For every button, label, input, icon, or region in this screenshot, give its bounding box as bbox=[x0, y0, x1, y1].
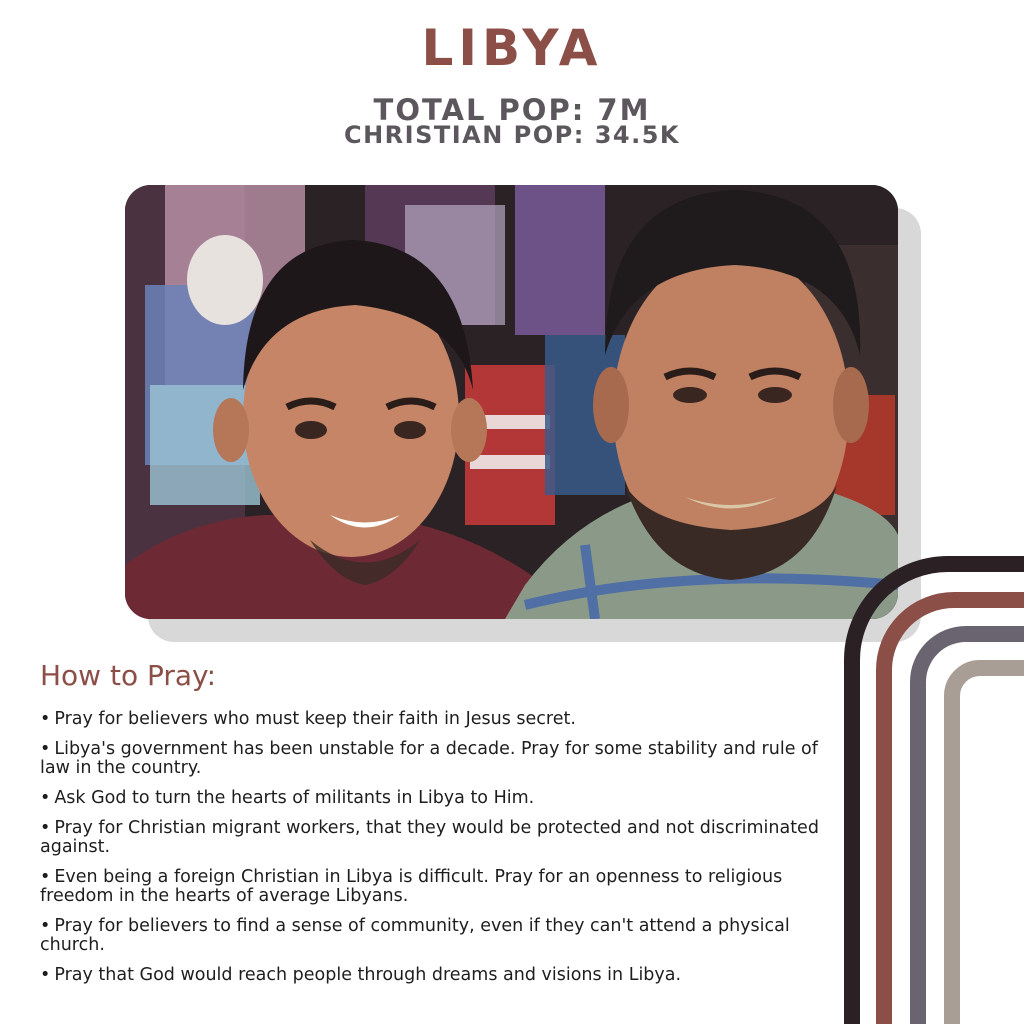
christian-population-stat: CHRISTIAN POP: 34.5K bbox=[343, 121, 681, 149]
two-men-photo bbox=[125, 185, 898, 619]
arc-slate bbox=[918, 634, 1024, 1024]
prayer-text: Pray for believers who must keep their faith in Jesus secret. bbox=[54, 709, 576, 729]
prayer-list bbox=[40, 710, 830, 996]
bullet-icon: • bbox=[40, 739, 51, 759]
prayer-item bbox=[40, 917, 830, 955]
country-title: LIBYA bbox=[421, 19, 603, 77]
prayer-item bbox=[40, 710, 830, 729]
total-population-stat: TOTAL POP: 7M bbox=[373, 93, 651, 127]
how-to-pray-heading: How to Pray: bbox=[40, 659, 217, 692]
bullet-icon: • bbox=[40, 916, 51, 936]
prayer-text: Pray for Christian migrant workers, that they would be protected and not discriminated against. bbox=[40, 818, 819, 857]
decorative-arcs bbox=[830, 550, 1024, 1024]
prayer-item bbox=[40, 868, 830, 906]
prayer-text: Ask God to turn the hearts of militants in Libya to Him. bbox=[54, 788, 535, 808]
prayer-item bbox=[40, 740, 830, 778]
prayer-item bbox=[40, 789, 830, 808]
prayer-item bbox=[40, 819, 830, 857]
prayer-text: Pray for believers to find a sense of community, even if they can't attend a physical church. bbox=[40, 916, 790, 955]
bullet-icon: • bbox=[40, 965, 51, 985]
prayer-text: Libya's government has been unstable for a decade. Pray for some stability and rule of law in the country. bbox=[40, 739, 818, 778]
bullet-icon: • bbox=[40, 867, 51, 887]
bullet-icon: • bbox=[40, 709, 51, 729]
bullet-icon: • bbox=[40, 818, 51, 838]
prayer-text: Even being a foreign Christian in Libya is difficult. Pray for an openness to religious freedom in the hearts of average Libyans. bbox=[40, 867, 783, 906]
bullet-icon: • bbox=[40, 788, 51, 808]
prayer-item bbox=[40, 966, 830, 985]
arc-taupe bbox=[952, 668, 1024, 1024]
prayer-text: Pray that God would reach people through dreams and visions in Libya. bbox=[54, 965, 682, 985]
